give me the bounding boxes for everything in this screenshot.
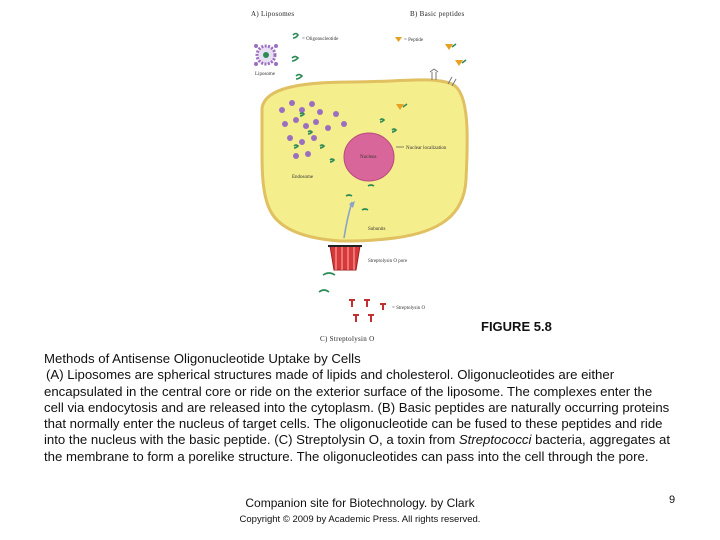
peptide-legend-label: = Peptide [404,38,424,43]
caption-text: bacteria, aggregates at the membrane to form a porelike structure. The oligonucleotides can pass into the cell through the pore. [44,432,671,464]
streptolysin-o-legend-label: = Streptolysin O [392,306,426,311]
peptide-icon [445,44,453,50]
peptide-legend-icon [395,37,402,42]
external-oligonucleotides [319,273,335,292]
nuclear-localization-label: Nuclear localization [406,146,447,151]
oligonucleotide-icon [296,75,302,80]
footer-site: Companion site for Biotechnology. by Clark [245,496,475,510]
figure-label: FIGURE 5.8 [481,319,552,334]
oligonucleotide-legend-icon [293,34,298,39]
oligonucleotide-legend-label: = Oligonucleotide [302,37,339,42]
nucleus-label: Nucleus [360,155,377,160]
liposome-label: Liposome [255,72,275,77]
footer-copyright: Copyright © 2009 by Academic Press. All rights reserved. [239,514,481,525]
panel-c-heading: C) Streptolysin O [320,335,375,343]
subunits-label: Subunits [368,227,386,232]
streptolysin-o-pore [328,246,362,270]
panel-a-heading: A) Liposomes [251,10,295,18]
caption-body [44,367,674,465]
peptide-icon [455,60,463,66]
streptolysin-o-pore-label: Streptolysin O pore [368,259,408,264]
streptolysin-o-icon [349,299,386,322]
figure-caption [44,351,674,465]
caption-italic-term: Streptococci [458,432,532,448]
page-number: 9 [669,494,676,506]
caption-title: Methods of Antisense Oligonucleotide Uptake by Cells [44,351,361,366]
endosome-label: Endosome [292,175,314,180]
oligonucleotide-icon [292,57,298,62]
panel-b-heading: B) Basic peptides [410,10,465,18]
liposome-icon [254,44,278,66]
caption-text: (A) Liposomes are spherical structures made of lipids and cholesterol. Oligonucleotides are either encapsulated in the central core or ride on the exterior surface of the liposome. The complexes enter the cell via endocytosis and are released into the cytoplasm. (B) Basic peptides are naturally occurring proteins that normally enter the nucleus of target cells. The oligonucleotide can be fused to these peptides and ride into the nucleus with the basic peptide. (C) Streptolysin O, a toxin from [44,367,670,448]
